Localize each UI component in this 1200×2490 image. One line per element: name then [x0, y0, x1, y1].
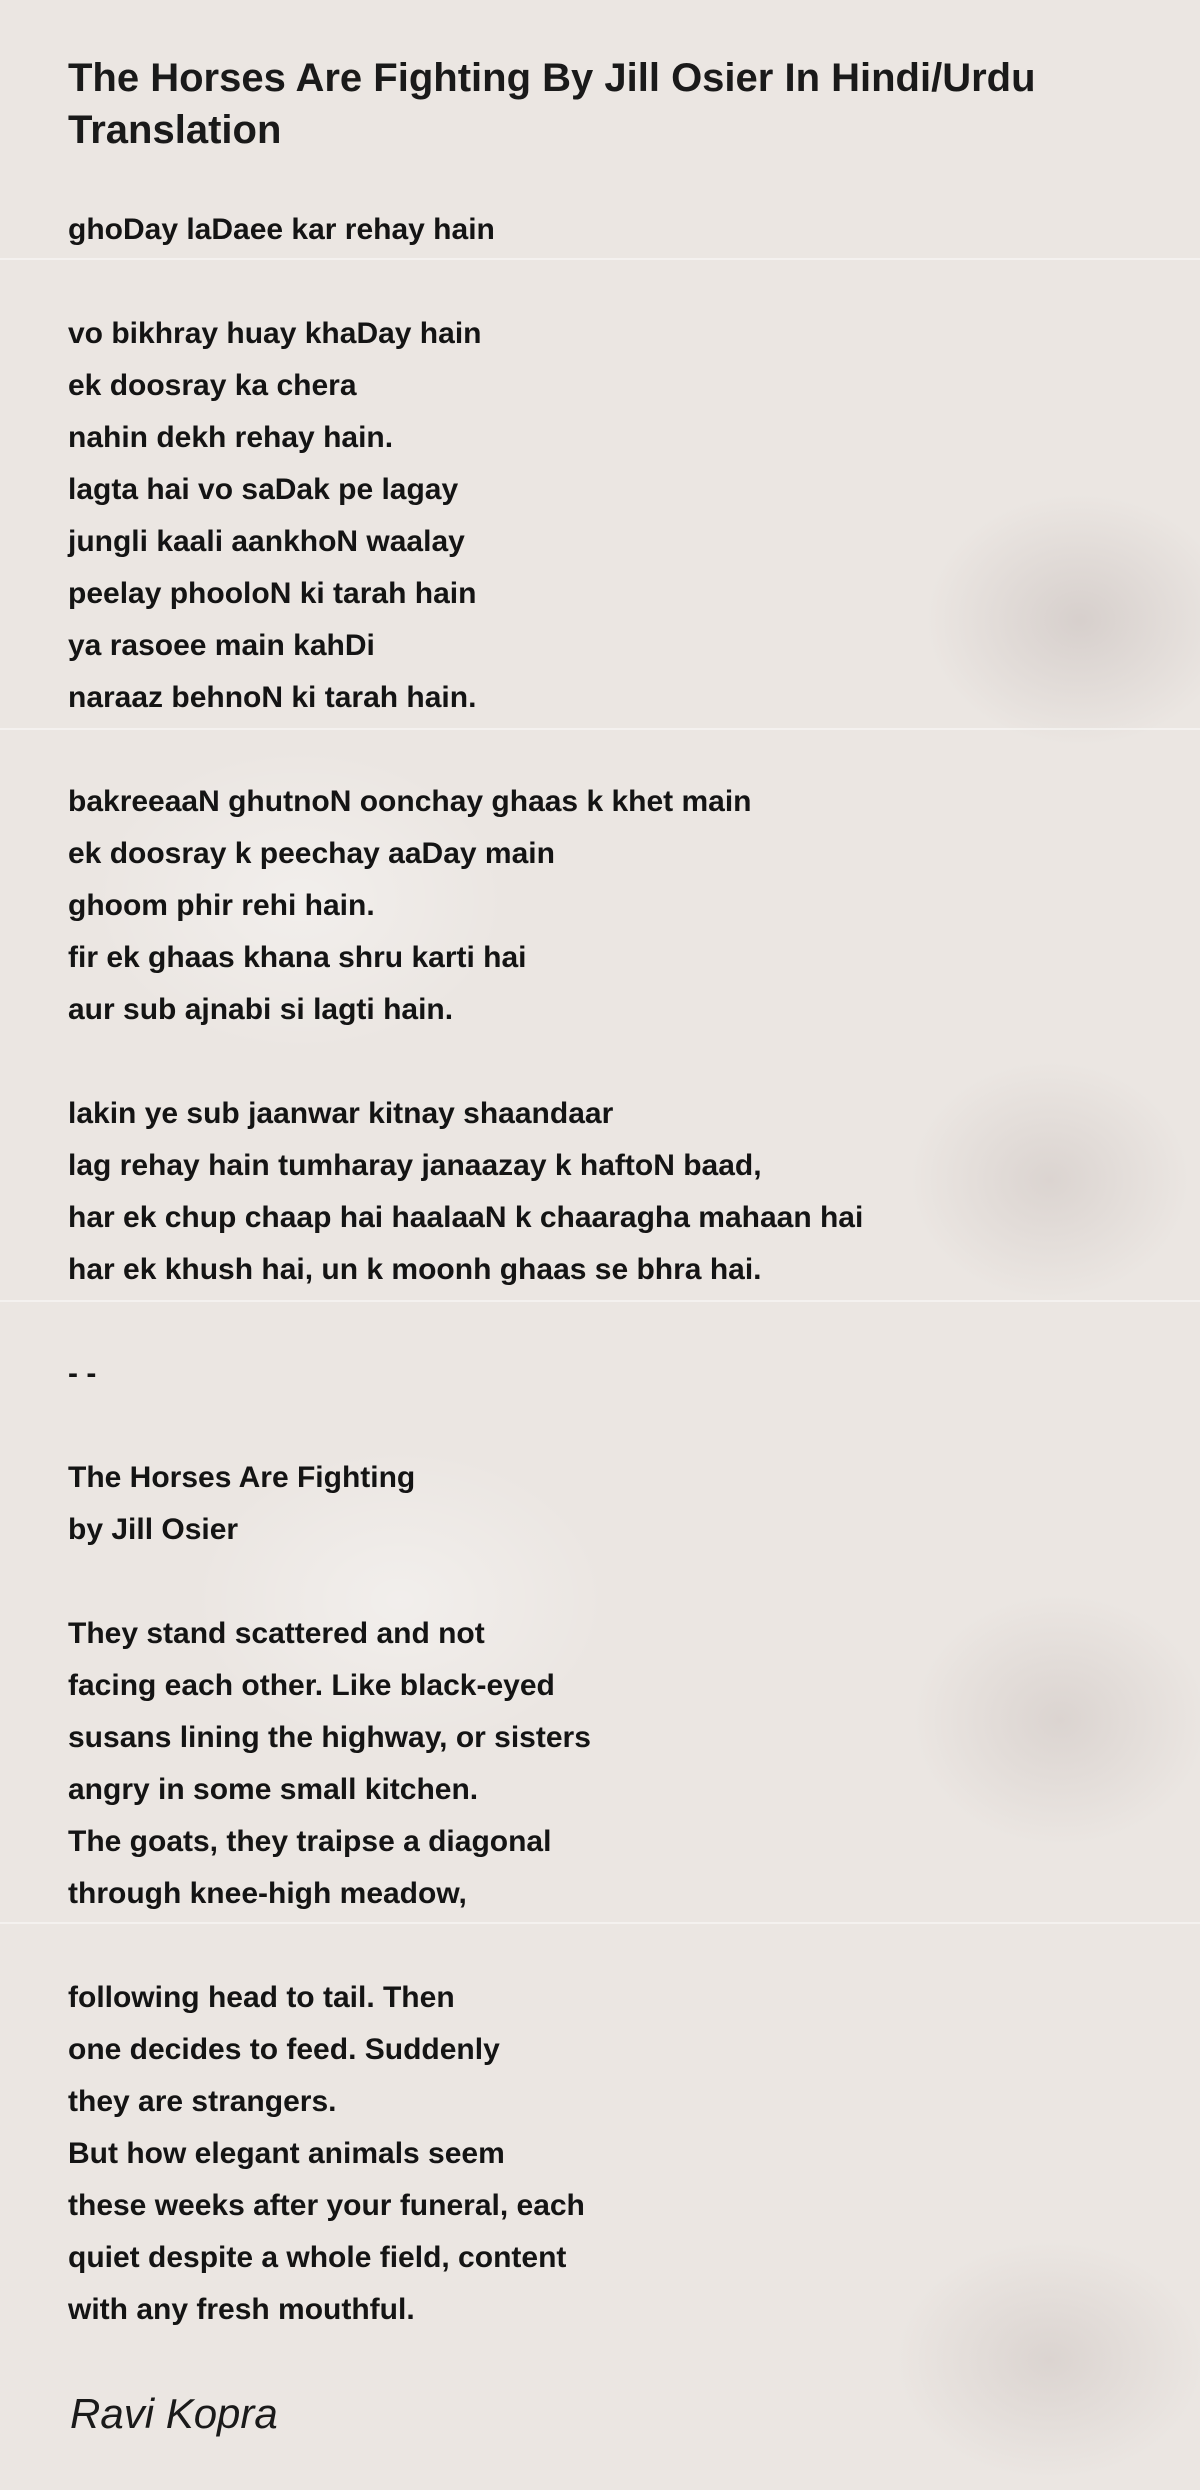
poem-line: har ek chup chaap hai haalaaN k chaaragha mahaan hai	[68, 1201, 864, 1234]
poem-line: with any fresh mouthful.	[68, 2293, 415, 2326]
poem-line: But how elegant animals seem	[68, 2137, 505, 2170]
poem-line: following head to tail. Then	[68, 1981, 455, 2014]
poem-line: - -	[68, 1357, 97, 1390]
blank-line	[68, 724, 1148, 776]
poem-line: peelay phooloN ki tarah hain	[68, 577, 477, 610]
poem-line: aur sub ajnabi si lagti hain.	[68, 993, 454, 1026]
author-signature: Ravi Kopra	[70, 2390, 278, 2437]
blank-line	[68, 256, 1148, 308]
poem-body	[68, 204, 1148, 2336]
poem-card	[68, 52, 1148, 2336]
poem-line: naraaz behnoN ki tarah hain.	[68, 681, 477, 714]
poem-line: The Horses Are Fighting	[68, 1461, 416, 1494]
poem-line: vo bikhray huay khaDay hain	[68, 317, 482, 350]
blank-line	[68, 1296, 1148, 1348]
poem-line: ghoom phir rehi hain.	[68, 889, 375, 922]
poem-line: angry in some small kitchen.	[68, 1773, 479, 1806]
poem-line: lakin ye sub jaanwar kitnay shaandaar	[68, 1097, 614, 1130]
poem-line: they are strangers.	[68, 2085, 337, 2118]
poem-line: lagta hai vo saDak pe lagay	[68, 473, 459, 506]
poem-line: fir ek ghaas khana shru karti hai	[68, 941, 527, 974]
blank-line	[68, 1036, 1148, 1088]
poem-line: They stand scattered and not	[68, 1617, 485, 1650]
page-title: The Horses Are Fighting By Jill Osier In Hindi/Urdu Translation	[68, 56, 1036, 152]
blank-line	[68, 1920, 1148, 1972]
poem-line: these weeks after your funeral, each	[68, 2189, 585, 2222]
poem-line: ek doosray ka chera	[68, 369, 357, 402]
poem-line: through knee-high meadow,	[68, 1877, 467, 1910]
poem-line: lag rehay hain tumharay janaazay k haftoN baad,	[68, 1149, 762, 1182]
poem-line: The goats, they traipse a diagonal	[68, 1825, 552, 1858]
poem-line: bakreeaaN ghutnoN oonchay ghaas k khet main	[68, 785, 752, 818]
poem-line: har ek khush hai, un k moonh ghaas se bhra hai.	[68, 1253, 762, 1286]
blank-line	[68, 1400, 1148, 1452]
poem-line: quiet despite a whole field, content	[68, 2241, 567, 2274]
poem-line: facing each other. Like black-eyed	[68, 1669, 555, 1702]
poem-line: one decides to feed. Suddenly	[68, 2033, 500, 2066]
blank-line	[68, 1556, 1148, 1608]
poem-line: susans lining the highway, or sisters	[68, 1721, 591, 1754]
poem-line: ya rasoee main kahDi	[68, 629, 375, 662]
poem-line: nahin dekh rehay hain.	[68, 421, 394, 454]
poem-line: ek doosray k peechay aaDay main	[68, 837, 555, 870]
poem-line: jungli kaali aankhoN waalay	[68, 525, 465, 558]
poem-line: by Jill Osier	[68, 1513, 239, 1546]
poem-line: ghoDay laDaee kar rehay hain	[68, 213, 495, 246]
